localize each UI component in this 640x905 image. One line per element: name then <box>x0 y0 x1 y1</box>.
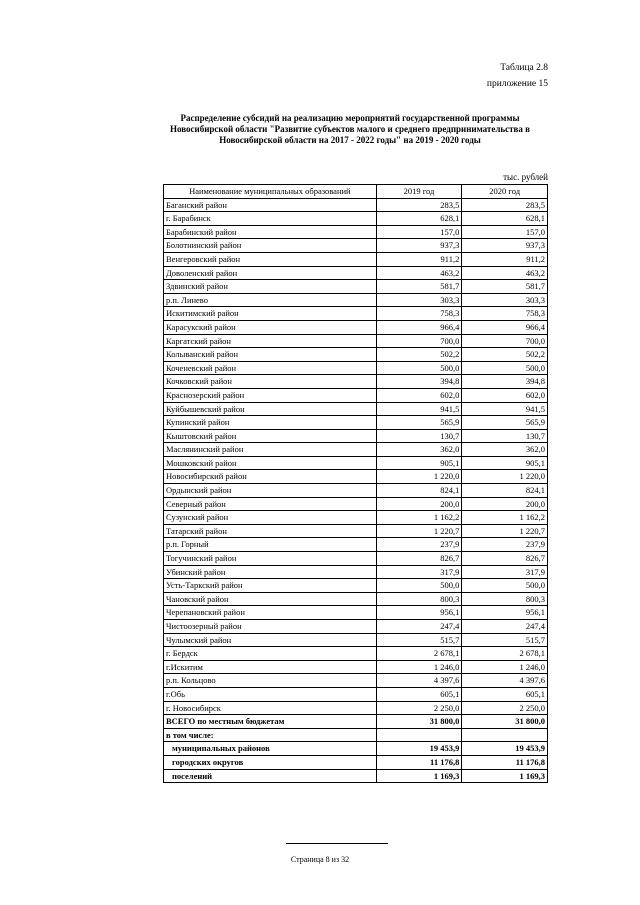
value-2020-cell: 905,1 <box>462 456 548 470</box>
value-2019-cell: 200,0 <box>376 497 462 511</box>
value-2019-cell: 758,3 <box>376 307 462 321</box>
value-2019-cell: 700,0 <box>376 334 462 348</box>
value-2019-cell: 605,1 <box>376 687 462 701</box>
table-row <box>164 633 548 647</box>
value-2019-cell: 31 800,0 <box>376 715 462 729</box>
value-2019-cell: 824,1 <box>376 484 462 498</box>
row-name-cell: Болотнинский район <box>164 239 377 253</box>
value-2020-cell: 237,9 <box>462 538 548 552</box>
table-row <box>164 361 548 375</box>
row-name-cell: г. Барабинск <box>164 212 377 226</box>
value-2020-cell: 31 800,0 <box>462 715 548 729</box>
value-2019-cell: 317,9 <box>376 565 462 579</box>
table-row <box>164 252 548 266</box>
value-2019-cell: 602,0 <box>376 388 462 402</box>
table-row <box>164 443 548 457</box>
appendix-label: приложение 15 <box>486 79 548 89</box>
page-number: Страница 8 из 32 <box>290 855 350 864</box>
table-row <box>164 579 548 593</box>
value-2020-cell: 502,2 <box>462 348 548 362</box>
value-2019-cell: 941,5 <box>376 402 462 416</box>
value-2019-cell: 800,3 <box>376 592 462 606</box>
value-2019-cell: 1 246,0 <box>376 660 462 674</box>
value-2019-cell: 157,0 <box>376 225 462 239</box>
row-name-cell: Новосибирский район <box>164 470 377 484</box>
subtotal-row <box>164 755 548 769</box>
row-name-cell: Колыванский район <box>164 348 377 362</box>
value-2020-cell: 200,0 <box>462 497 548 511</box>
row-name-cell: Мошковский район <box>164 456 377 470</box>
row-name-cell: г.Обь <box>164 687 377 701</box>
row-name-cell: Краснозерский район <box>164 388 377 402</box>
row-name-cell: Убинский район <box>164 565 377 579</box>
table-row <box>164 225 548 239</box>
value-2019-cell: 19 453,9 <box>376 742 462 756</box>
row-name-cell: Кыштовский район <box>164 429 377 443</box>
value-2020-cell: 565,9 <box>462 416 548 430</box>
row-name-cell: р.п. Горный <box>164 538 377 552</box>
value-2019-cell: 463,2 <box>376 266 462 280</box>
row-name-cell: поселений <box>164 769 377 783</box>
row-name-cell: Чистоозерный район <box>164 620 377 634</box>
value-2020-cell: 515,7 <box>462 633 548 647</box>
table-row <box>164 388 548 402</box>
value-2019-cell: 565,9 <box>376 416 462 430</box>
value-2020-cell: 602,0 <box>462 388 548 402</box>
value-2020-cell: 500,0 <box>462 579 548 593</box>
value-2020-cell: 700,0 <box>462 334 548 348</box>
column-header-name: Наименование муниципальных образований <box>164 185 377 199</box>
table-row <box>164 647 548 661</box>
table-row <box>164 620 548 634</box>
unit-label: тыс. рублей <box>503 172 548 182</box>
table-header-row <box>164 185 548 199</box>
table-row <box>164 484 548 498</box>
value-2020-cell: 463,2 <box>462 266 548 280</box>
table-row <box>164 416 548 430</box>
value-2020-cell: 317,9 <box>462 565 548 579</box>
value-2019-cell: 500,0 <box>376 579 462 593</box>
table-row <box>164 266 548 280</box>
value-2019-cell: 11 176,8 <box>376 755 462 769</box>
value-2020-cell: 824,1 <box>462 484 548 498</box>
row-name-cell: р.п. Линево <box>164 293 377 307</box>
value-2020-cell: 966,4 <box>462 320 548 334</box>
value-2019-cell: 1 220,7 <box>376 524 462 538</box>
row-name-cell: Каргатский район <box>164 334 377 348</box>
row-name-cell: Искитимский район <box>164 307 377 321</box>
table-row <box>164 592 548 606</box>
table-row <box>164 701 548 715</box>
value-2020-cell: 1 246,0 <box>462 660 548 674</box>
value-2020-cell: 956,1 <box>462 606 548 620</box>
value-2019-cell: 502,2 <box>376 348 462 362</box>
row-name-cell: Кочковский район <box>164 375 377 389</box>
row-name-cell: Чановский район <box>164 592 377 606</box>
including-row <box>164 728 548 742</box>
value-2019-cell: 628,1 <box>376 212 462 226</box>
row-name-cell: р.п. Кольцово <box>164 674 377 688</box>
value-2019-cell: 1 162,2 <box>376 511 462 525</box>
value-2020-cell: 2 250,0 <box>462 701 548 715</box>
table-row <box>164 565 548 579</box>
row-name-cell: Северный район <box>164 497 377 511</box>
table-row <box>164 674 548 688</box>
value-2019-cell: 581,7 <box>376 280 462 294</box>
table-row <box>164 293 548 307</box>
value-2020-cell: 800,3 <box>462 592 548 606</box>
value-2019-cell: 394,8 <box>376 375 462 389</box>
value-2020-cell: 911,2 <box>462 252 548 266</box>
row-name-cell: Коченевский район <box>164 361 377 375</box>
empty-cell <box>462 728 548 742</box>
value-2019-cell: 2 250,0 <box>376 701 462 715</box>
row-name-cell: городских округов <box>164 755 377 769</box>
including-label: в том числе: <box>164 728 377 742</box>
row-name-cell: г. Бердск <box>164 647 377 661</box>
table-row <box>164 375 548 389</box>
subtotal-row <box>164 742 548 756</box>
table-row <box>164 660 548 674</box>
table-row <box>164 402 548 416</box>
value-2019-cell: 1 220,0 <box>376 470 462 484</box>
empty-cell <box>376 728 462 742</box>
value-2019-cell: 500,0 <box>376 361 462 375</box>
row-name-cell: Доволенский район <box>164 266 377 280</box>
table-row <box>164 456 548 470</box>
row-name-cell: Татарский район <box>164 524 377 538</box>
row-name-cell: Купинский район <box>164 416 377 430</box>
value-2019-cell: 2 678,1 <box>376 647 462 661</box>
value-2020-cell: 11 176,8 <box>462 755 548 769</box>
value-2020-cell: 941,5 <box>462 402 548 416</box>
table-row <box>164 552 548 566</box>
value-2019-cell: 283,5 <box>376 198 462 212</box>
value-2020-cell: 303,3 <box>462 293 548 307</box>
row-name-cell: Сузунский район <box>164 511 377 525</box>
row-name-cell: Маслянинский район <box>164 443 377 457</box>
value-2019-cell: 1 169,3 <box>376 769 462 783</box>
value-2020-cell: 157,0 <box>462 225 548 239</box>
value-2020-cell: 605,1 <box>462 687 548 701</box>
value-2020-cell: 1 162,2 <box>462 511 548 525</box>
value-2020-cell: 130,7 <box>462 429 548 443</box>
value-2020-cell: 4 397,6 <box>462 674 548 688</box>
row-name-cell: ВСЕГО по местным бюджетам <box>164 715 377 729</box>
table-row <box>164 320 548 334</box>
row-name-cell: г. Новосибирск <box>164 701 377 715</box>
table-row <box>164 687 548 701</box>
row-name-cell: муниципальных районов <box>164 742 377 756</box>
table-row <box>164 524 548 538</box>
table-body <box>164 198 548 783</box>
value-2019-cell: 237,9 <box>376 538 462 552</box>
table-row <box>164 348 548 362</box>
value-2020-cell: 1 220,0 <box>462 470 548 484</box>
table-row <box>164 538 548 552</box>
table-row <box>164 239 548 253</box>
row-name-cell: Черепановский район <box>164 606 377 620</box>
row-name-cell: Усть-Таркский район <box>164 579 377 593</box>
value-2020-cell: 19 453,9 <box>462 742 548 756</box>
value-2020-cell: 247,4 <box>462 620 548 634</box>
value-2020-cell: 628,1 <box>462 212 548 226</box>
value-2020-cell: 362,0 <box>462 443 548 457</box>
value-2020-cell: 581,7 <box>462 280 548 294</box>
table-row <box>164 212 548 226</box>
value-2020-cell: 758,3 <box>462 307 548 321</box>
table-row <box>164 198 548 212</box>
row-name-cell: Венгеровский район <box>164 252 377 266</box>
value-2019-cell: 826,7 <box>376 552 462 566</box>
row-name-cell: Барабинский район <box>164 225 377 239</box>
table-row <box>164 307 548 321</box>
column-header-2020: 2020 год <box>462 185 548 199</box>
value-2019-cell: 130,7 <box>376 429 462 443</box>
value-2019-cell: 905,1 <box>376 456 462 470</box>
value-2019-cell: 362,0 <box>376 443 462 457</box>
row-name-cell: Карасукский район <box>164 320 377 334</box>
row-name-cell: Куйбышевский район <box>164 402 377 416</box>
value-2020-cell: 283,5 <box>462 198 548 212</box>
subtotal-row <box>164 769 548 783</box>
value-2020-cell: 394,8 <box>462 375 548 389</box>
value-2019-cell: 303,3 <box>376 293 462 307</box>
value-2019-cell: 937,3 <box>376 239 462 253</box>
value-2020-cell: 500,0 <box>462 361 548 375</box>
total-row <box>164 715 548 729</box>
value-2019-cell: 4 397,6 <box>376 674 462 688</box>
column-header-2019: 2019 год <box>376 185 462 199</box>
row-name-cell: Тогучинский район <box>164 552 377 566</box>
document-title: Распределение субсидий на реализацию мероприятий государственной программы Новосибирской области "Развитие субъектов малого и среднего предпринимательства в Новосибирской области на 2017 - 2022 годы" на 2019 - 2020 годы <box>169 113 531 145</box>
value-2019-cell: 956,1 <box>376 606 462 620</box>
row-name-cell: Ордынский район <box>164 484 377 498</box>
table-row <box>164 511 548 525</box>
row-name-cell: Баганский район <box>164 198 377 212</box>
value-2020-cell: 1 169,3 <box>462 769 548 783</box>
row-name-cell: г.Искитим <box>164 660 377 674</box>
value-2020-cell: 1 220,7 <box>462 524 548 538</box>
table-row <box>164 606 548 620</box>
value-2019-cell: 966,4 <box>376 320 462 334</box>
value-2019-cell: 515,7 <box>376 633 462 647</box>
value-2020-cell: 2 678,1 <box>462 647 548 661</box>
value-2020-cell: 937,3 <box>462 239 548 253</box>
table-row <box>164 470 548 484</box>
row-name-cell: Чулымский район <box>164 633 377 647</box>
row-name-cell: Здвинский район <box>164 280 377 294</box>
table-row <box>164 497 548 511</box>
table-row <box>164 429 548 443</box>
table-number: Таблица 2.8 <box>500 63 548 73</box>
table-row <box>164 280 548 294</box>
footer-divider <box>286 843 388 844</box>
table-row <box>164 334 548 348</box>
value-2019-cell: 911,2 <box>376 252 462 266</box>
subsidy-table <box>163 184 548 783</box>
value-2019-cell: 247,4 <box>376 620 462 634</box>
value-2020-cell: 826,7 <box>462 552 548 566</box>
